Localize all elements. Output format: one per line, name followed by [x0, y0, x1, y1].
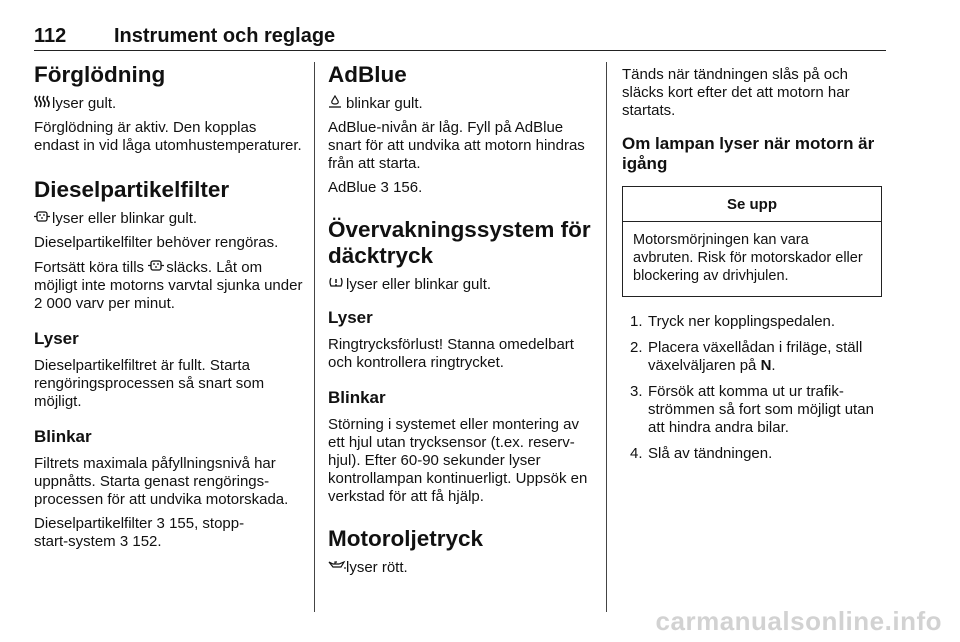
heading-blinkar: Blinkar: [34, 427, 92, 446]
warning-box: [622, 186, 882, 297]
lyser-text: Dieselpartikelfiltret är fullt. Starta rengöringsprocessen så snart som möjligt.: [34, 357, 265, 410]
blinkar-text: Störning i systemet eller montering av ett hjul utan trycksensor (t.ex. reservhjul). Efter 60-90 sekunder lyser kontrollampan kontinuerligt. Uppsök en verkstad för att få hjälp.: [328, 416, 588, 505]
running-title: Instrument och reglage: [114, 25, 336, 47]
page-header: [34, 22, 886, 51]
heading-adblue: AdBlue: [328, 62, 407, 87]
adblue-status-line: blinkar gult.: [328, 94, 594, 113]
lyser-text: Ringtrycksförlust! Stanna omedelbart och kontrollera ringtrycket.: [328, 336, 574, 371]
page-ref-arrow-icon: 3: [380, 179, 389, 196]
warning-text: Motorsmörjningen kan vara avbruten. Risk för motorskador eller blockering av drivhjulen.: [633, 232, 863, 284]
heading-tpms: Övervakningssystem för däcktryck: [328, 217, 591, 268]
column-divider: [606, 62, 607, 612]
oil-intro-text: Tänds när tändningen slås på och släcks kort efter det att motorn har startats.: [622, 66, 850, 119]
heading-dpf: Dieselpartikelfilter: [34, 177, 230, 202]
column-2: [328, 62, 594, 577]
warning-title: Se upp: [623, 187, 881, 222]
oil-can-icon: [328, 558, 346, 576]
list-item: 4. Slå av tändningen.: [630, 445, 773, 462]
adblue-text: AdBlue-nivån är låg. Fyll på AdBlue snart för att undvika att motorn hindras från att starta.: [328, 119, 585, 172]
dpf-text-2: Fortsätt köra tills släcks. Låt om möjligt inte motorns varvtal sjunka under 2 000 varv per minut.: [34, 259, 303, 312]
page-ref-arrow-icon: 3: [156, 515, 165, 532]
list-item: 2. Placera växellådan i friläge, ställ växelväljaren på N.: [630, 339, 863, 374]
blinkar-text: Filtrets maximala påfyllningsnivå har uppnåtts. Starta genast rengöringsprocessen för att undvika motorskada.: [34, 455, 289, 508]
dpf-icon: [148, 258, 166, 276]
heading-oil-pressure: Motoroljetryck: [328, 526, 484, 551]
heading-blinkar: Blinkar: [328, 388, 386, 407]
tyre-pressure-icon: [328, 275, 346, 293]
dpf-icon: [34, 209, 52, 227]
dpf-status-line: lyser eller blinkar gult.: [34, 209, 304, 228]
column-3: [622, 62, 886, 471]
preglow-text: Förglödning är aktiv. Den kopplas endast in vid låga utomhustemperaturer.: [34, 119, 302, 154]
heading-engine-running: Om lampan lyser när motorn är igång: [622, 134, 875, 173]
list-item: 1. Tryck ner kopplingspedalen.: [630, 313, 836, 330]
adblue-reference: AdBlue 3 156.: [328, 179, 423, 196]
steps-list: [622, 313, 886, 463]
cross-reference: Dieselpartikelfilter 3 155, stopp- start-system 3 152.: [34, 515, 245, 550]
preglow-coil-icon: [34, 94, 52, 112]
oil-status-line: lyser rött.: [328, 558, 594, 577]
page-number: 112: [34, 25, 67, 47]
page-ref-arrow-icon: 3: [119, 533, 129, 550]
tpms-status-line: lyser eller blinkar gult.: [328, 275, 594, 294]
watermark: carmanualsonline.info: [655, 606, 942, 636]
adblue-icon: [328, 94, 346, 112]
preglow-status-line: lyser gult.: [34, 94, 304, 113]
column-divider: [314, 62, 315, 612]
heading-preglow: Förglödning: [34, 62, 166, 87]
heading-lyser: Lyser: [34, 329, 79, 348]
dpf-text-1: Dieselpartikelfilter behöver rengöras.: [34, 234, 279, 251]
column-1: [34, 62, 304, 551]
list-item: 3. Försök att komma ut ur trafikströmmen så fort som möjligt utan att hindra andra bilar.: [630, 383, 874, 436]
heading-lyser: Lyser: [328, 308, 373, 327]
